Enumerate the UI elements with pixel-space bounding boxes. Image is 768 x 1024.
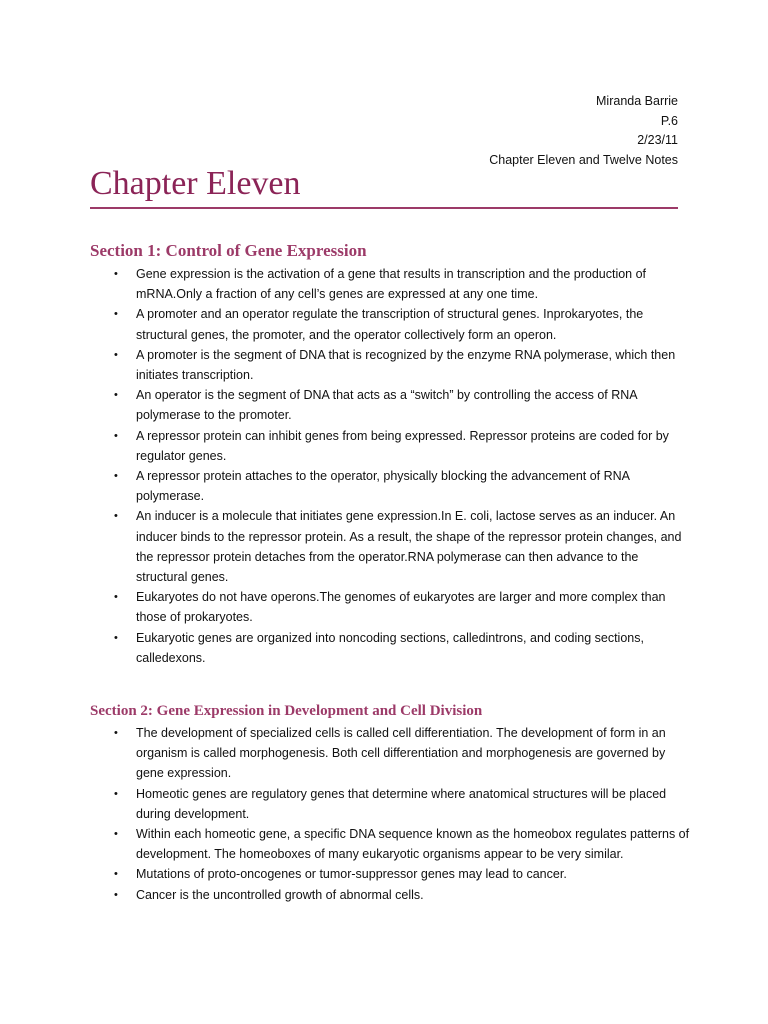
bullet-text: A promoter and an operator regulate the transcription of structural genes. Inprokaryotes, the structural genes, the promoter, and the operator collectively form an operon. xyxy=(136,307,644,342)
bullet-item xyxy=(90,506,690,587)
bullet-item xyxy=(90,345,690,385)
bullet-text: An inducer is a molecule that initiates gene expression.In E. coli, lactose serves as an inducer. An inducer binds to the repressor protein. As a result, the shape of the repressor protein changes, and the repressor protein detaches from the operator.RNA polymerase can then advance to the structural genes. xyxy=(136,509,682,585)
bullet-marker: • xyxy=(114,828,118,841)
bullet-text: A repressor protein attaches to the operator, physically blocking the advancement of RNA polymerase. xyxy=(136,469,630,504)
header-info xyxy=(489,92,678,170)
bullet-item xyxy=(90,466,690,506)
bullet-text: Cancer is the uncontrolled growth of abnormal cells. xyxy=(136,887,424,902)
title-underline xyxy=(90,207,678,209)
bullet-item xyxy=(90,264,690,304)
bullet-item xyxy=(90,824,690,864)
document-subject: Chapter Eleven and Twelve Notes xyxy=(489,152,678,167)
bullet-item xyxy=(90,587,690,627)
bullet-text: Eukaryotic genes are organized into noncoding sections, calledintrons, and coding sections, calledexons. xyxy=(136,630,644,665)
bullet-text: Mutations of proto-oncogenes or tumor-suppressor genes may lead to cancer. xyxy=(136,867,567,882)
bullet-marker: • xyxy=(114,868,118,881)
bullet-text: Within each homeotic gene, a specific DNA sequence known as the homeobox regulates patterns of development. The homeoboxes of many eukaryotic organisms appear to be very similar. xyxy=(136,827,690,862)
bullet-marker: • xyxy=(114,389,118,402)
bullet-item xyxy=(90,628,690,668)
section-heading-2: Section 2: Gene Expression in Development and Cell Division xyxy=(90,703,483,719)
bullet-text: An operator is the segment of DNA that acts as a “switch” by controlling the access of RNA polymerase to the promoter. xyxy=(136,388,637,423)
bullet-text: The development of specialized cells is called cell differentiation. The development of form in an organism is called morphogenesis. Both cell differentiation and morphogenesis are governed by gene expression. xyxy=(136,726,666,781)
bullet-item xyxy=(90,723,690,784)
bullet-marker: • xyxy=(114,308,118,321)
bullet-item xyxy=(90,784,690,824)
bullet-marker: • xyxy=(114,787,118,800)
bullet-marker: • xyxy=(114,510,118,523)
section-heading-1: Section 1: Control of Gene Expression xyxy=(90,241,367,260)
bullet-text: Homeotic genes are regulatory genes that determine where anatomical structures will be placed during development. xyxy=(136,786,667,821)
section-1-bullet-list xyxy=(90,264,690,668)
bullet-item xyxy=(90,885,690,905)
bullet-marker: • xyxy=(114,429,118,442)
bullet-text: Gene expression is the activation of a gene that results in transcription and the production of mRNA.Only a fraction of any cell’s genes are expressed at any one time. xyxy=(136,267,647,302)
bullet-text: Eukaryotes do not have operons.The genomes of eukaryotes are larger and more complex than those of prokaryotes. xyxy=(136,590,666,625)
bullet-marker: • xyxy=(114,631,118,644)
bullet-marker: • xyxy=(114,888,118,901)
document-date: 2/23/11 xyxy=(637,133,678,147)
chapter-title: Chapter Eleven xyxy=(90,165,301,202)
bullet-item xyxy=(90,304,690,344)
class-period: P.6 xyxy=(660,113,678,128)
bullet-text: A repressor protein can inhibit genes from being expressed. Repressor proteins are coded for by regulator genes. xyxy=(136,428,669,463)
bullet-marker: • xyxy=(114,727,118,739)
bullet-marker: • xyxy=(114,348,118,361)
bullet-marker: • xyxy=(114,268,118,280)
section-2-bullet-list xyxy=(90,723,690,905)
bullet-item xyxy=(90,864,690,884)
bullet-item xyxy=(90,426,690,466)
bullet-text: A promoter is the segment of DNA that is recognized by the enzyme RNA polymerase, which then initiates transcription. xyxy=(136,347,676,383)
bullet-item xyxy=(90,385,690,425)
author-name: Miranda Barrie xyxy=(596,94,678,108)
bullet-marker: • xyxy=(114,470,118,483)
bullet-marker: • xyxy=(114,591,118,604)
